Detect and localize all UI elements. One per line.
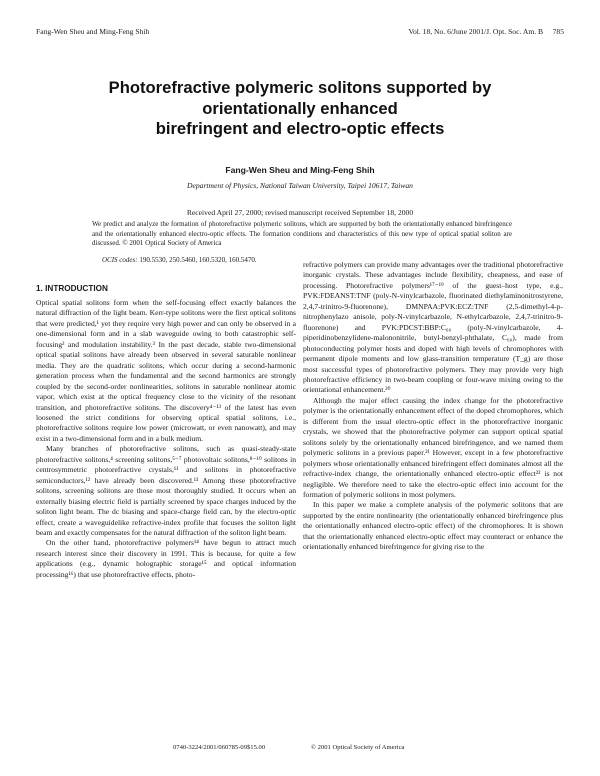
title-line: birefringent and electro-optic effects xyxy=(155,119,445,138)
ocis-label: OCIS codes: xyxy=(102,256,138,264)
body-paragraph: On the other hand, photorefractive polymers¹⁴ have begun to attract much research interest since their discovery in 1991. This is because, for quite a few applications (e.g., dynamic holographic storage¹⁵ and optical information processing¹⁶) that use photorefractive effects, photo- xyxy=(36,538,296,579)
journal-citation: Vol. 18, No. 6/June 2001/J. Opt. Soc. Am. B xyxy=(408,27,544,36)
running-head-journal xyxy=(408,27,564,36)
page-number: 785 xyxy=(552,27,564,36)
title-line: Photorefractive polymeric solitons supported by xyxy=(108,78,492,97)
body-paragraph: Optical spatial solitons form when the self-focusing effect exactly balances the natural diffraction of the light beam. Kerr-type solitons were the first optical solitons that were predicted,¹ yet they require very high power and can only be observed in a one-dimensional form and in a slab waveguide owing to both catastrophic self-focusing² and modulation instability.³ In the past decade, stable two-dimensional optical spatial solitons have already been observed in several saturable nonlinear media. They are the quadratic solitons, which occur during a second-harmonic generation process when the fundamental and the second harmonics are strongly coupled by the second-order nonlinearities, solitons in saturable nonlinear atomic vapor, which exist at the optical frequency close to the vicinity of the resonant transition, and photorefractive solitons. The discovery⁴⁻¹³ of the latest has even loosened the strict conditions for observing optical spatial solitons, i.e., photorefractive solitons require low power (microwatt, or even nanowatt), and may exist in a two-dimensional form and in a bulk medium. xyxy=(36,298,296,443)
body-paragraph: In this paper we make a complete analysis of the polymeric solitons that are supported by the entire nonlinearity (the orientationally enhanced birefringence plus the orientationally enhanced electro-optic effect) of the chromophores. It is shown that the orientationally enhanced electro-optic effect may counteract or enhance the orientationally enhanced birefringence for giving rise to the xyxy=(303,500,563,552)
author-list: Fang-Wen Sheu and Ming-Feng Shih xyxy=(225,165,375,175)
section-title: INTRODUCTION xyxy=(45,284,108,293)
body-paragraph: Many branches of photorefractive solitons, such as quasi-steady-state photorefractive solitons,⁴ screening solitons,⁵⁻⁷ photovoltaic solitons,⁸⁻¹⁰ solitons in centrosymmetric photorefractive crystals,¹¹ and solitons in photorefractive semiconductors,¹² have already been discovered.¹³ Among these photorefractive solitons, screening solitons are those most thoroughly studied. It occurs when an externally biasing electric field is partially screened by space charges induced by the soliton light beam. The dc biasing and space-charge field can, by the electro-optic effect, create a waveguidelike refractive-index profile that focuses the soliton light beam and exactly compensates for the natural diffraction of the soliton light beam. xyxy=(36,444,296,537)
section-number: 1. xyxy=(36,284,43,293)
abstract: We predict and analyze the formation of photorefractive polymeric solitons, which are supported by both the orientationally enhanced birefringence and the orientationally enhanced electro-optic effects. The formation conditions and characteristics of this new type of optical spatial soliton are discussed. © 2001 Optical Society of America xyxy=(92,220,512,248)
ocis-codes xyxy=(102,256,257,264)
title-line: orientationally enhanced xyxy=(202,98,398,118)
ocis-code-list: 190.5530, 250.5460, 160.5320, 160.5470. xyxy=(139,256,257,264)
issn-code: 0740-3224/2001/060785-09$15.00 xyxy=(173,744,266,751)
body-paragraph: Although the major effect causing the index change for the photorefractive polymer is the orientationally enhancement effect of the doped chromophores, which is different from the usual electro-optic effect in the photorefractive inorganic crystals, we showed that the photorefractive polymer can support optical spatial solitons solely by the orientationally enhanced birefringence, and we named them polymeric solitons in a previous paper.²¹ However, except in a few photorefractive polymers whose orientationally enhanced birefringent effect dominates almost all the refractive-index change, the orientationally enhanced electro-optic effect²² is not negligible. We therefore need to take the electro-optic effect into account for the formation of polymeric solitons in most polymers. xyxy=(303,395,563,499)
footer-copyright: © 2001 Optical Society of America xyxy=(311,744,405,751)
body-paragraph: refractive polymers can provide many advantages over the traditional photorefractive inorganic crystals. These advantages include flexibility, cheapness, and ease of processing. Photorefractive polymers¹⁷⁻¹⁹ of the guest–host type, e.g., PVK:FDEANST:TNF (poly-N-vinylcarbazole, fluorinated diethylaminonitrostyrene, 2,4,7-trinitro-9-fluorenone), DMNPAA:PVK:ECZ:TNF (2,5-dimethyl-4-p-nitrophenylazo anisole, poly-N-vinylcarbazole, N-ethylcarbazole, 2,4,7-trinitro-9-fluorenone) and PVK:PDCST:BBP:C₆₀ (poly-N-vinylcarbazole, 4-piperidinobenzylidene-malononitrile, butyl-benzyl-phthalate, C₆₀), made from photoconducting polymer hosts and doped with high levels of chromophores with permanent dipole moments and low glass-transition temperature (T_g) are those most successful types of photorefractive polymers. They may provide very high photorefractive efficiency in two-beam coupling or four-wave mixing owing to the orientational enhancement.²⁰ xyxy=(303,260,563,395)
left-column xyxy=(36,284,296,580)
section-heading xyxy=(36,284,296,296)
received-date: Received April 27, 2000; revised manuscript received September 18, 2000 xyxy=(186,208,414,217)
running-head-authors: Fang-Wen Sheu and Ming-Feng Shih xyxy=(36,27,150,36)
affiliation: Department of Physics, National Taiwan University, Taipei 10617, Taiwan xyxy=(187,181,413,190)
paper-title xyxy=(40,78,560,140)
running-head xyxy=(36,27,564,41)
right-column xyxy=(303,260,563,553)
